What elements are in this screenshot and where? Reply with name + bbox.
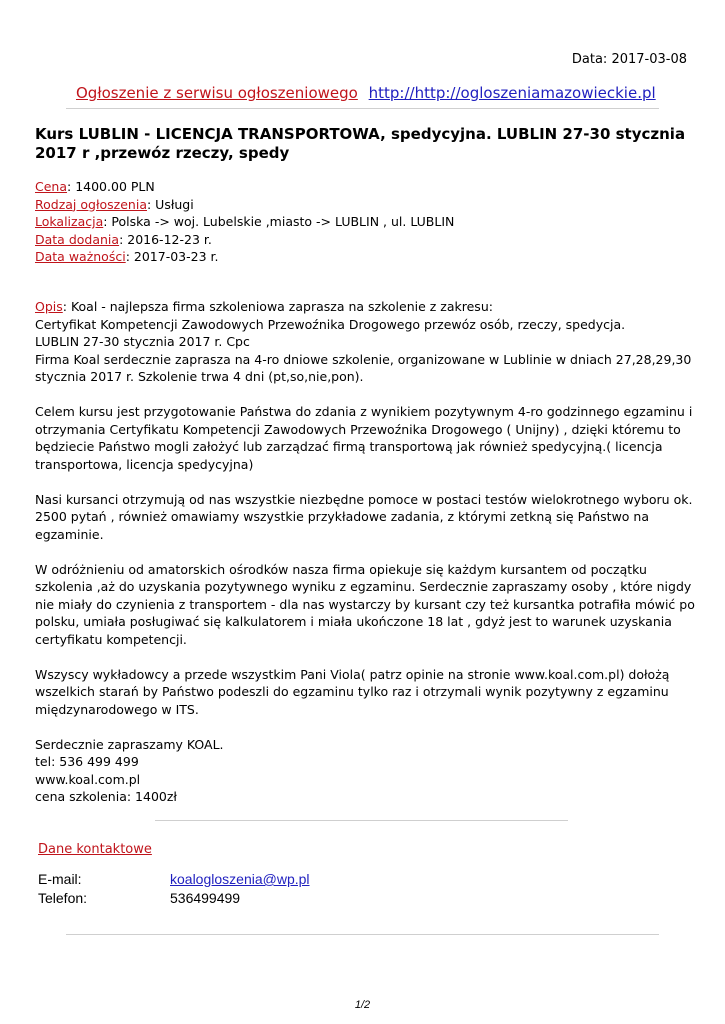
description-paragraph xyxy=(35,403,695,473)
phone-value: 536499499 xyxy=(170,890,241,906)
meta-row-type xyxy=(35,196,695,214)
meta-key-location[interactable]: Lokalizacja xyxy=(35,214,104,229)
divider-bottom xyxy=(66,934,659,935)
source-url-link[interactable]: http://http://ogloszeniamazowieckie.pl xyxy=(368,84,656,102)
phone-label: Telefon: xyxy=(38,890,88,906)
contact-heading-link[interactable]: Dane kontaktowe xyxy=(38,842,152,857)
description-line: Firma Koal serdecznie zaprasza na 4-ro dniowe szkolenie, organizowane w Lublinie w dniach 27,28,29,30 xyxy=(35,351,692,367)
description-line: polsku, umiała posługiwać się kalkulatorem i miała ukończone 18 lat , gdyż jest to warunek uzyskania xyxy=(35,614,672,629)
description-line: będziecie Państwo mogli założyć lub zarządzać firmą transportową jak również spedycyjną.( licencja xyxy=(35,439,663,454)
description-line: wszelkich starań by Państwo podeszli do egzaminu tylko raz i otrzymali wynik pozytywny z egzaminu xyxy=(35,684,669,699)
meta-value-added: : 2016-12-23 r. xyxy=(119,231,212,247)
ad-title: Kurs LUBLIN - LICENCJA TRANSPORTOWA, spedycyjna. LUBLIN 27-30 stycznia 2017 r ,przewóz rzeczy, spedy xyxy=(35,125,686,162)
description-intro-text: : Koal - najlepsza firma szkoleniowa zaprasza na szkolenie z zakresu: xyxy=(62,299,493,314)
meta-row-added xyxy=(35,231,695,249)
meta-value-price: : 1400.00 PLN xyxy=(67,179,155,194)
description-paragraph xyxy=(35,736,695,806)
contact-table xyxy=(38,870,310,908)
contact-row-phone xyxy=(38,889,310,908)
meta-value-type: : Usługi xyxy=(146,196,194,212)
description-line: cena szkolenia: 1400zł xyxy=(35,789,177,804)
description-line: LUBLIN 27-30 stycznia 2017 r. Cpc xyxy=(35,334,250,349)
description-line: Celem kursu jest przygotowanie Państwa do zdania z wynikiem pozytywnym 4-ro godzinnego egzaminu i xyxy=(35,404,693,419)
description-paragraph xyxy=(35,561,695,649)
description-line: nie miały do czynienia z transportem - dla nas wystarczy by kursant czy też kursantka potrafiła mówić po xyxy=(35,596,695,612)
meta-value-location: : Polska -> woj. Lubelskie ,miasto -> LUBLIN , ul. LUBLIN xyxy=(103,214,455,229)
description-line: transportowa, licencja spedycyjna) xyxy=(35,456,254,472)
ad-meta xyxy=(35,178,695,266)
description-line: szkolenia ,aż do uzyskania pozytywnego wyniku z egzaminu. Serdecznie zapraszamy osoby , które nigdy xyxy=(35,579,692,594)
description-line: certyfikatu kompetencji. xyxy=(35,631,187,647)
meta-key-added[interactable]: Data dodania xyxy=(35,231,120,247)
meta-row-expiry xyxy=(35,248,695,266)
page-number: 1/2 xyxy=(354,999,371,1011)
description-paragraphs xyxy=(35,316,695,806)
description-line: 2500 pytań , również omawiamy wszystkie przykładowe zadania, z którymi zetkną się Państwo na xyxy=(35,509,649,524)
description-line: www.koal.com.pl xyxy=(35,771,141,787)
meta-key-price[interactable]: Cena xyxy=(35,179,68,194)
description-line: Nasi kursanci otrzymują od nas wszystkie niezbędne pomoce w postaci testów wielokrotnego wyboru ok. xyxy=(35,491,693,507)
document-date: Data: 2017-03-08 xyxy=(571,52,687,67)
description-line: Wszyscy wykładowcy a przede wszystkim Pani Viola( patrz opinie na stronie www.koal.com.pl) dołożą xyxy=(35,666,670,682)
source-label-link[interactable]: Ogłoszenie z serwisu ogłoszeniowego xyxy=(76,84,358,102)
email-label: E-mail: xyxy=(38,871,82,887)
ad-description xyxy=(35,298,695,823)
description-line: W odróżnieniu od amatorskich ośrodków nasza firma opiekuje się każdym kursantem od początku xyxy=(35,561,647,577)
description-paragraph xyxy=(35,666,695,719)
source-line xyxy=(76,84,656,102)
meta-key-expiry[interactable]: Data ważności xyxy=(35,249,126,264)
description-paragraph xyxy=(35,316,695,386)
description-line: międzynarodowego w ITS. xyxy=(35,701,199,717)
meta-row-price xyxy=(35,178,695,196)
description-line: stycznia 2017 r. Szkolenie trwa 4 dni (pt,so,nie,pon). xyxy=(35,369,364,384)
meta-value-expiry: : 2017-03-23 r. xyxy=(125,249,219,264)
description-line: egzaminie. xyxy=(35,526,104,542)
description-line: Serdecznie zapraszamy KOAL. xyxy=(35,736,224,752)
description-line: Certyfikat Kompetencji Zawodowych Przewoźnika Drogowego przewóz osób, rzeczy, spedycja. xyxy=(35,316,626,332)
contact-row-email xyxy=(38,870,310,889)
meta-row-location xyxy=(35,213,695,231)
divider-top xyxy=(66,108,659,109)
meta-key-type[interactable]: Rodzaj ogłoszenia xyxy=(35,196,147,212)
description-key[interactable]: Opis xyxy=(35,299,63,314)
description-intro xyxy=(35,298,695,316)
description-paragraph xyxy=(35,491,695,544)
email-link[interactable]: koalogloszenia@wp.pl xyxy=(170,871,310,887)
divider-middle xyxy=(155,820,568,821)
description-line: otrzymania Certyfikatu Kompetencji Zawodowych Przewoźnika Drogowego ( Unijny) , dzięki któremu to xyxy=(35,421,681,437)
description-line: tel: 536 499 499 xyxy=(35,754,139,769)
